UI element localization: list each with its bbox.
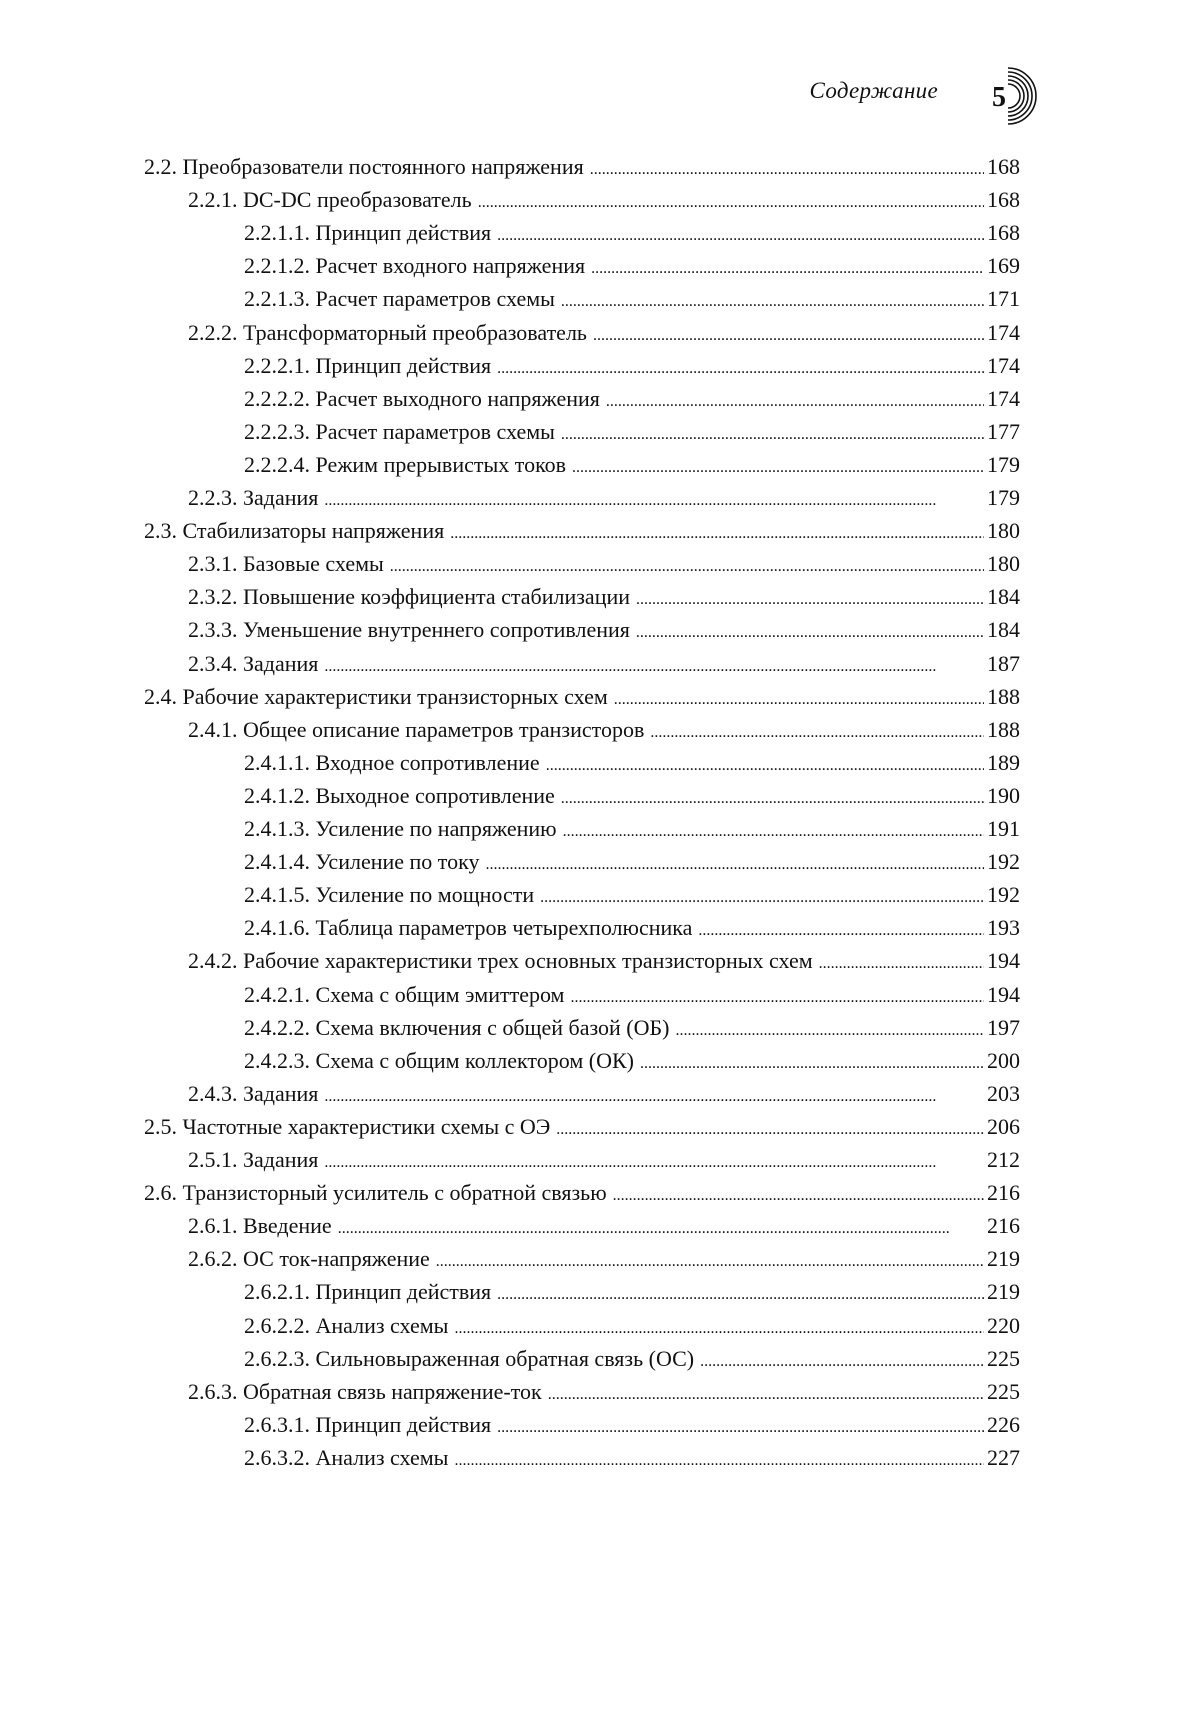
toc-entry[interactable] bbox=[144, 684, 1020, 714]
toc-entry-page: 174 bbox=[987, 352, 1020, 378]
toc-entry-page: 194 bbox=[987, 981, 1020, 1007]
dot-leader bbox=[324, 492, 984, 510]
dot-leader bbox=[436, 1253, 984, 1271]
toc-entry-title: Усиление по току bbox=[315, 849, 480, 875]
dot-leader bbox=[324, 658, 984, 676]
toc-entry-number: 2.2.2.4. bbox=[244, 451, 310, 477]
toc-entry-title: Схема с общим коллектором (ОК) bbox=[315, 1047, 634, 1073]
toc-entry[interactable] bbox=[144, 1180, 1020, 1210]
toc-entry[interactable] bbox=[244, 982, 1020, 1012]
toc-entry-page: 206 bbox=[987, 1113, 1020, 1139]
toc-entry[interactable] bbox=[244, 849, 1020, 879]
dot-leader bbox=[450, 525, 984, 543]
toc-entry-number: 2.6.2.2. bbox=[244, 1312, 310, 1338]
toc-entry-page: 226 bbox=[987, 1411, 1020, 1437]
toc-entry-page: 203 bbox=[987, 1080, 1020, 1106]
toc-entry[interactable] bbox=[244, 452, 1020, 482]
dot-leader bbox=[338, 1220, 984, 1238]
toc-entry-number: 2.4.1.5. bbox=[244, 882, 310, 908]
toc-entry[interactable] bbox=[188, 1213, 1020, 1243]
toc-entry-number: 2.3.3. bbox=[188, 617, 238, 643]
toc-entry-number: 2.6.2.1. bbox=[244, 1279, 310, 1305]
toc-entry-number: 2.6.2. bbox=[188, 1246, 238, 1272]
toc-entry-title: Транзисторный усилитель с обратной связью bbox=[182, 1180, 607, 1206]
toc-entry-page: 194 bbox=[987, 948, 1020, 974]
toc-entry[interactable] bbox=[244, 1445, 1020, 1475]
toc-entry-title: Анализ схемы bbox=[315, 1312, 449, 1338]
dot-leader bbox=[497, 360, 984, 378]
toc-entry[interactable] bbox=[144, 1114, 1020, 1144]
dot-leader bbox=[570, 989, 984, 1007]
toc-entry[interactable] bbox=[188, 1147, 1020, 1177]
toc-entry[interactable] bbox=[188, 551, 1020, 581]
page-header bbox=[0, 0, 1200, 140]
toc-entry-title: Принцип действия bbox=[315, 352, 492, 378]
toc-entry-page: 179 bbox=[987, 451, 1020, 477]
dot-leader bbox=[572, 459, 984, 477]
toc-entry[interactable] bbox=[244, 1048, 1020, 1078]
dot-leader bbox=[497, 1419, 984, 1437]
page-number-emblem bbox=[986, 62, 1046, 132]
dot-leader bbox=[454, 1452, 984, 1470]
dot-leader bbox=[636, 591, 984, 609]
toc-entry-page: 179 bbox=[987, 485, 1020, 510]
toc-entry-number: 2.6.1. bbox=[188, 1213, 238, 1239]
dot-leader bbox=[640, 1055, 984, 1073]
toc-entry-number: 2.4.1.4. bbox=[244, 849, 310, 875]
toc-entry[interactable] bbox=[188, 1379, 1020, 1409]
dot-leader bbox=[700, 1353, 984, 1371]
toc-entry-title: Задания bbox=[243, 1080, 319, 1106]
toc-entry-title: DC-DC преобразователь bbox=[243, 187, 472, 213]
toc-entry-title: Схема с общим эмиттером bbox=[315, 981, 565, 1007]
toc-entry-number: 2.5. bbox=[144, 1113, 177, 1139]
toc-entry[interactable] bbox=[244, 419, 1020, 449]
toc-entry-page: 177 bbox=[987, 418, 1020, 444]
toc-entry-title: Сильновыраженная обратная связь (ОС) bbox=[315, 1345, 695, 1371]
toc-entry-page: 187 bbox=[987, 650, 1020, 676]
toc-entry-number: 2.2.2.3. bbox=[244, 418, 310, 444]
toc-entry-page: 169 bbox=[987, 253, 1020, 279]
dot-leader bbox=[614, 691, 984, 709]
toc-entry[interactable] bbox=[244, 386, 1020, 416]
toc-entry[interactable] bbox=[188, 717, 1020, 747]
toc-entry-page: 188 bbox=[987, 716, 1020, 742]
toc-entry[interactable] bbox=[188, 651, 1020, 681]
toc-entry-title: Режим прерывистых токов bbox=[315, 451, 567, 477]
toc-entry[interactable] bbox=[188, 584, 1020, 614]
toc-entry-title: Выходное сопротивление bbox=[315, 782, 555, 808]
toc-entry-title: Принцип действия bbox=[315, 1279, 492, 1305]
dot-leader bbox=[486, 856, 984, 874]
toc-entry-page: 216 bbox=[987, 1213, 1020, 1239]
toc-entry[interactable] bbox=[244, 286, 1020, 316]
dot-leader bbox=[390, 558, 984, 576]
toc-entry-page: 216 bbox=[987, 1180, 1020, 1206]
toc-entry-number: 2.6.3.1. bbox=[244, 1411, 310, 1437]
toc-entry-number: 2.4.2.3. bbox=[244, 1047, 310, 1073]
toc-entry[interactable] bbox=[244, 750, 1020, 780]
toc-entry-page: 188 bbox=[987, 683, 1020, 709]
toc-entry-title: ОС ток-напряжение bbox=[243, 1246, 430, 1272]
toc-entry[interactable] bbox=[144, 518, 1020, 548]
page-number: 5 bbox=[992, 82, 1006, 113]
toc-entry-page: 220 bbox=[987, 1312, 1020, 1338]
dot-leader bbox=[324, 1154, 984, 1172]
toc-entry-number: 2.4.1.2. bbox=[244, 782, 310, 808]
dot-leader bbox=[561, 293, 984, 311]
dot-leader bbox=[563, 823, 984, 841]
toc-entry-number: 2.2.2.2. bbox=[244, 385, 310, 411]
toc-entry-number: 2.4.1.3. bbox=[244, 816, 310, 841]
toc-entry-page: 219 bbox=[987, 1279, 1020, 1305]
toc-entry-page: 180 bbox=[987, 518, 1020, 544]
dot-leader bbox=[698, 922, 984, 940]
toc-entry-number: 2.4.1.1. bbox=[244, 749, 310, 775]
toc-entry[interactable] bbox=[188, 187, 1020, 217]
toc-entry-title: Расчет выходного напряжения bbox=[315, 385, 600, 411]
toc-entry-page: 192 bbox=[987, 882, 1020, 908]
toc-entry-page: 190 bbox=[987, 782, 1020, 808]
toc-entry-title: Задания bbox=[243, 650, 319, 676]
running-head-title: Содержание bbox=[809, 78, 938, 103]
toc-entry-number: 2.4.2. bbox=[188, 948, 238, 974]
toc-entry-number: 2.2.3. bbox=[188, 485, 238, 510]
toc-entry-page: 193 bbox=[987, 915, 1020, 941]
toc-entry-number: 2.2. bbox=[144, 154, 177, 179]
dot-leader bbox=[497, 1286, 984, 1304]
dot-leader bbox=[606, 393, 984, 411]
toc-entry-page: 189 bbox=[987, 749, 1020, 775]
toc-entry-number: 2.3.2. bbox=[188, 584, 238, 610]
toc-entry-title: Повышение коэффициента стабилизации bbox=[243, 584, 631, 610]
toc-entry[interactable] bbox=[244, 353, 1020, 383]
dot-leader bbox=[556, 1121, 984, 1139]
toc-entry[interactable] bbox=[188, 485, 1020, 515]
toc-entry[interactable] bbox=[244, 1412, 1020, 1442]
dot-leader bbox=[478, 194, 984, 212]
toc-entry-title: Таблица параметров четырехполюсника bbox=[315, 915, 693, 941]
toc-entry-number: 2.2.1.3. bbox=[244, 286, 310, 312]
toc-entry-page: 184 bbox=[987, 617, 1020, 643]
toc-entry-number: 2.4.3. bbox=[188, 1080, 238, 1106]
toc-entry-page: 200 bbox=[987, 1047, 1020, 1073]
toc-entry-number: 2.5.1. bbox=[188, 1147, 238, 1172]
toc-entry-number: 2.6.3.2. bbox=[244, 1444, 310, 1470]
dot-leader bbox=[675, 1022, 984, 1040]
toc-entry-number: 2.3.4. bbox=[188, 650, 238, 676]
toc-entry-number: 2.2.2.1. bbox=[244, 352, 310, 378]
toc-entry-title: Принцип действия bbox=[315, 1411, 492, 1437]
dot-leader bbox=[613, 1187, 984, 1205]
toc-entry[interactable] bbox=[244, 1313, 1020, 1343]
dot-leader bbox=[590, 161, 984, 179]
toc-entry-page: 180 bbox=[987, 551, 1020, 577]
toc-entry[interactable] bbox=[188, 948, 1020, 978]
dot-leader bbox=[593, 327, 984, 345]
toc-entry[interactable] bbox=[244, 1346, 1020, 1376]
toc-entry-title: Базовые схемы bbox=[243, 551, 384, 577]
toc-entry-page: 197 bbox=[987, 1014, 1020, 1040]
toc-entry-title: Принцип действия bbox=[315, 220, 492, 246]
toc-entry-title: Входное сопротивление bbox=[315, 749, 540, 775]
toc-entry-number: 2.4.2.1. bbox=[244, 981, 310, 1007]
toc-entry[interactable] bbox=[188, 1081, 1020, 1111]
dot-leader bbox=[591, 260, 984, 278]
toc-entry-title: Усиление по напряжению bbox=[315, 816, 557, 841]
toc-entry-title: Расчет входного напряжения bbox=[315, 253, 586, 279]
toc-entry-number: 2.2.1.1. bbox=[244, 220, 310, 246]
toc-entry-page: 174 bbox=[987, 319, 1020, 345]
toc-entry-title: Стабилизаторы напряжения bbox=[182, 518, 445, 544]
toc-entry-page: 191 bbox=[987, 816, 1020, 841]
toc-entry-title: Обратная связь напряжение-ток bbox=[243, 1378, 542, 1404]
dot-leader bbox=[636, 624, 984, 642]
toc-entry-number: 2.6. bbox=[144, 1180, 177, 1206]
toc-entry[interactable] bbox=[244, 1279, 1020, 1309]
toc-entry-title: Расчет параметров схемы bbox=[315, 418, 555, 444]
toc-entry-number: 2.4.1. bbox=[188, 716, 238, 742]
toc-entry[interactable] bbox=[144, 154, 1020, 184]
toc-entry-page: 212 bbox=[987, 1147, 1020, 1172]
dot-leader bbox=[454, 1320, 984, 1338]
toc-entry-page: 225 bbox=[987, 1378, 1020, 1404]
dot-leader bbox=[650, 724, 984, 742]
toc-entry-page: 184 bbox=[987, 584, 1020, 610]
toc-entry-page: 168 bbox=[987, 187, 1020, 213]
toc-entry-title: Анализ схемы bbox=[315, 1444, 449, 1470]
dot-leader bbox=[546, 757, 984, 775]
dot-leader bbox=[548, 1386, 984, 1404]
toc-entry-number: 2.4.1.6. bbox=[244, 915, 310, 941]
toc-entry-title: Усиление по мощности bbox=[315, 882, 535, 908]
toc-entry-page: 168 bbox=[987, 154, 1020, 179]
toc-entry-title: Преобразователи постоянного напряжения bbox=[182, 154, 584, 179]
toc-entry-page: 219 bbox=[987, 1246, 1020, 1272]
toc-entry[interactable] bbox=[188, 320, 1020, 350]
dot-leader bbox=[497, 227, 984, 245]
toc-entry[interactable] bbox=[244, 816, 1020, 846]
toc-entry-number: 2.6.2.3. bbox=[244, 1345, 310, 1371]
toc-entry[interactable] bbox=[244, 220, 1020, 250]
toc-entry-page: 225 bbox=[987, 1345, 1020, 1371]
dot-leader bbox=[540, 889, 984, 907]
toc-entry[interactable] bbox=[244, 253, 1020, 283]
toc-entry-title: Трансформаторный преобразователь bbox=[243, 319, 587, 345]
toc-entry[interactable] bbox=[244, 783, 1020, 813]
toc-entry-title: Рабочие характеристики трех основных транзисторных схем bbox=[243, 948, 813, 974]
toc-entry-title: Задания bbox=[243, 485, 319, 510]
toc-entry-number: 2.6.3. bbox=[188, 1378, 238, 1404]
toc-entry-title: Общее описание параметров транзисторов bbox=[243, 716, 645, 742]
dot-leader bbox=[324, 1088, 984, 1106]
toc-entry[interactable] bbox=[188, 617, 1020, 647]
toc-entry-title: Уменьшение внутреннего сопротивления bbox=[243, 617, 630, 643]
toc-entry-page: 168 bbox=[987, 220, 1020, 246]
toc-entry-page: 192 bbox=[987, 849, 1020, 875]
toc-entry-title: Частотные характеристики схемы с ОЭ bbox=[182, 1113, 551, 1139]
toc-entry[interactable] bbox=[244, 882, 1020, 912]
toc-entry-number: 2.3.1. bbox=[188, 551, 238, 577]
toc-entry-number: 2.3. bbox=[144, 518, 177, 544]
toc-entry[interactable] bbox=[244, 915, 1020, 945]
toc-entry-title: Расчет параметров схемы bbox=[315, 286, 555, 312]
dot-leader bbox=[561, 426, 984, 444]
dot-leader bbox=[819, 955, 984, 973]
toc-entry-page: 227 bbox=[987, 1444, 1020, 1470]
toc-entry-page: 171 bbox=[987, 286, 1020, 312]
dot-leader bbox=[561, 790, 984, 808]
toc-entry[interactable] bbox=[188, 1246, 1020, 1276]
toc-entry-number: 2.2.1. bbox=[188, 187, 238, 213]
toc-entry-title: Задания bbox=[243, 1147, 319, 1172]
toc-entry-title: Введение bbox=[243, 1213, 332, 1239]
toc-entry-number: 2.2.1.2. bbox=[244, 253, 310, 279]
toc-entry-number: 2.4. bbox=[144, 683, 177, 709]
toc-entry-title: Схема включения с общей базой (ОБ) bbox=[315, 1014, 670, 1040]
toc-entry-title: Рабочие характеристики транзисторных схем bbox=[182, 683, 608, 709]
toc-entry-number: 2.2.2. bbox=[188, 319, 238, 345]
toc-entry[interactable] bbox=[244, 1015, 1020, 1045]
toc-entry-number: 2.4.2.2. bbox=[244, 1014, 310, 1040]
toc-entry-page: 174 bbox=[987, 385, 1020, 411]
